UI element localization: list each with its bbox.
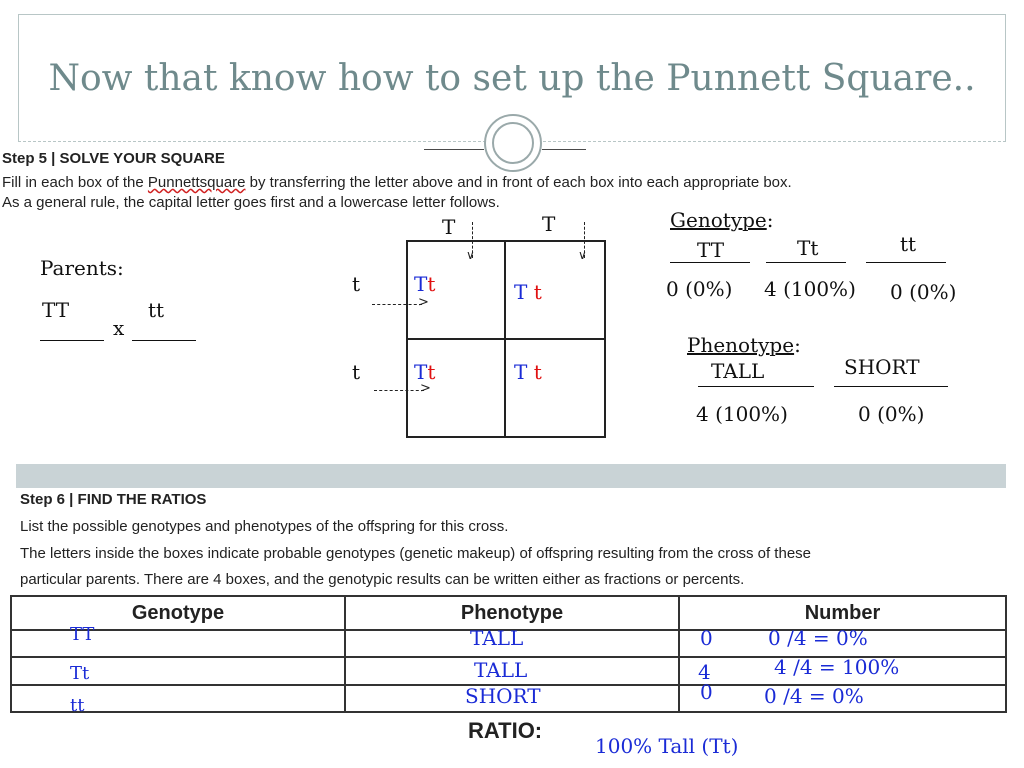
phenotype-option-tall: TALL [711, 359, 765, 383]
row2-phenotype: TALL [474, 658, 528, 682]
ornament-line-right [542, 149, 586, 150]
row2-count: 4 [698, 660, 711, 684]
row1-count: 0 [700, 626, 713, 650]
row1-genotype: TT [70, 624, 95, 645]
punnett-divider-horizontal [406, 338, 606, 340]
row1-phenotype: TALL [470, 626, 524, 650]
genotype-option-TT: TT [697, 238, 725, 262]
punnett-cell-2-1: Tt [414, 360, 436, 384]
phenotype-value-short: 0 (0%) [858, 402, 925, 426]
parents-label: Parents: [40, 256, 124, 280]
step6-instructions-line1: List the possible genotypes and phenotypes of the offspring for this cross. [20, 518, 509, 535]
step6-instructions-line3: particular parents. There are 4 boxes, and the genotypic results can be written either as fractions or percents. [20, 571, 745, 588]
arrow-right-2 [374, 390, 424, 391]
phenotype-blank-1 [698, 386, 814, 387]
parent1-blank [40, 340, 104, 341]
punnett-left-allele-2: t [352, 360, 361, 384]
parent1-genotype: TT [42, 298, 70, 322]
step5-instructions-line2: As a general rule, the capital letter goes first and a lowercase letter follows. [2, 194, 500, 211]
punnett-top-allele-1: T [442, 215, 456, 239]
row3-count: 0 [700, 680, 713, 704]
parent2-blank [132, 340, 196, 341]
genotype-option-Tt: Tt [797, 236, 819, 260]
punnett-cell-2-2: T t [514, 360, 542, 384]
punnett-cell-1-2: T t [514, 280, 542, 304]
ornament-inner-circle-icon [492, 122, 534, 164]
header-number: Number [679, 596, 1006, 630]
step6-heading: Step 6 | FIND THE RATIOS [20, 491, 207, 508]
arrow-down-1-icon: ∨ [466, 248, 475, 262]
step5-heading: Step 5 | SOLVE YOUR SQUARE [2, 150, 225, 167]
genotype-blank-1 [670, 262, 750, 263]
parent2-genotype: tt [148, 298, 165, 322]
phenotype-blank-2 [834, 386, 948, 387]
step5-instructions-line1: Fill in each box of the Punnettsquare by transferring the letter above and in front of each box into each appropriate box. [2, 174, 792, 191]
slide-title: Now that know how to set up the Punnett Square.. [48, 58, 976, 99]
header-genotype: Genotype [11, 596, 345, 630]
header-phenotype: Phenotype [345, 596, 679, 630]
row3-genotype: tt [70, 695, 85, 716]
arrow-right-1 [372, 304, 422, 305]
punnett-cell-1-1: Tt [414, 272, 436, 296]
table-header-row [11, 596, 1006, 630]
cross-symbol: x [113, 316, 125, 340]
arrow-right-2-icon: > [420, 381, 431, 396]
ratio-value: 100% Tall (Tt) [595, 734, 739, 758]
arrow-down-2-icon: ∨ [578, 248, 587, 262]
row2-calc: 4 /4 = 100% [774, 655, 900, 679]
row2-genotype: Tt [70, 663, 90, 684]
ratio-label: RATIO: [468, 718, 543, 743]
genotype-option-tt: tt [900, 232, 917, 256]
genotype-value-tt: 0 (0%) [890, 280, 957, 304]
phenotype-value-tall: 4 (100%) [696, 402, 788, 426]
phenotype-option-short: SHORT [844, 355, 920, 379]
row3-phenotype: SHORT [465, 684, 541, 708]
genotype-heading: Genotype: [670, 208, 774, 232]
genotype-value-Tt: 4 (100%) [764, 277, 856, 301]
genotype-value-TT: 0 (0%) [666, 277, 733, 301]
punnett-left-allele-1: t [352, 272, 361, 296]
row1-calc: 0 /4 = 0% [768, 626, 868, 650]
punnett-top-allele-2: T [542, 212, 556, 236]
genotype-blank-3 [866, 262, 946, 263]
ornament-line-left [424, 149, 484, 150]
phenotype-heading: Phenotype: [687, 333, 801, 357]
section-banner [16, 464, 1006, 488]
row3-calc: 0 /4 = 0% [764, 684, 864, 708]
genotype-blank-2 [766, 262, 846, 263]
punnettsquare-word: Punnettsquare [147, 174, 246, 191]
step6-instructions-line2: The letters inside the boxes indicate probable genotypes (genetic makeup) of offspring resulting from the cross of these [20, 545, 812, 562]
arrow-right-1-icon: > [418, 295, 429, 310]
